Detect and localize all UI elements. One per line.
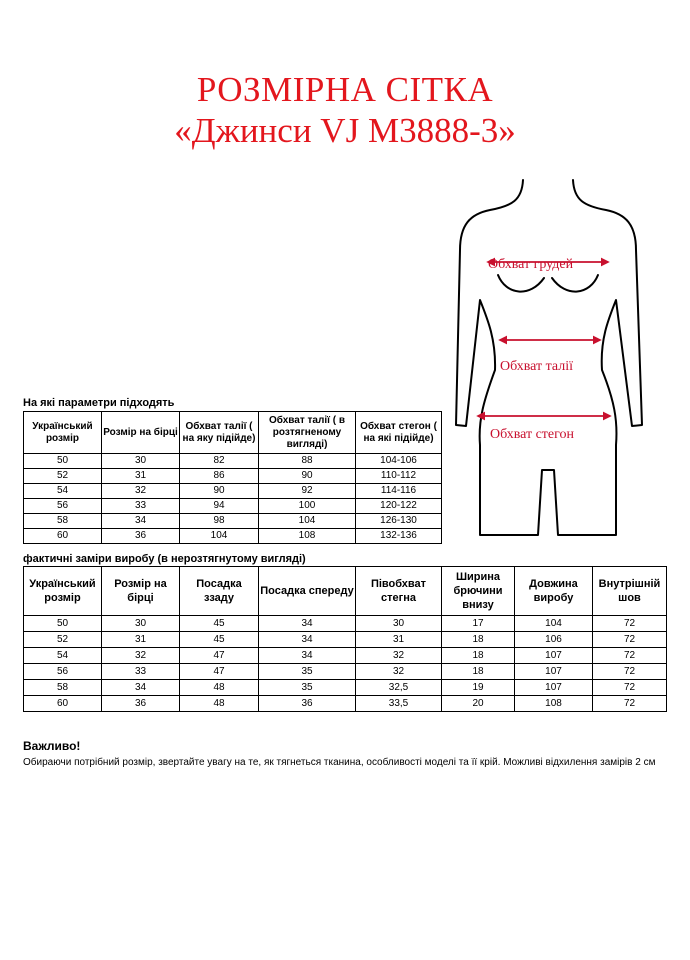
table-cell: 72 [593,616,667,632]
table-cell: 114-116 [356,484,442,499]
table-cell: 45 [180,632,259,648]
waist-label: Обхват талії [500,359,573,374]
column-header: Український розмір [24,567,102,616]
table-cell: 72 [593,648,667,664]
table-cell: 32 [356,648,442,664]
table-cell: 104 [515,616,593,632]
bust-left [498,275,544,292]
table-cell: 106 [515,632,593,648]
table-cell: 58 [24,680,102,696]
table-cell: 31 [102,632,180,648]
table1-header-row [24,412,442,454]
table-cell: 33 [102,499,180,514]
table-cell: 50 [24,454,102,469]
table-cell: 30 [102,454,180,469]
column-header: Обхват талії ( в розтягненому вигляді) [259,412,356,454]
table-cell: 31 [356,632,442,648]
table-cell: 47 [180,648,259,664]
table-cell: 18 [442,664,515,680]
table-cell: 72 [593,696,667,712]
table-cell: 58 [24,514,102,529]
column-header: Довжина виробу [515,567,593,616]
table-cell: 54 [24,648,102,664]
body-outline-right [546,180,642,535]
table-row [24,514,442,529]
table-cell: 108 [515,696,593,712]
column-header: Внутрішній шов [593,567,667,616]
table-cell: 90 [259,469,356,484]
table2-caption: фактичні заміри виробу (в нерозтягнутому вигляді) [23,553,306,565]
table-cell: 45 [180,616,259,632]
table-cell: 32,5 [356,680,442,696]
table-cell: 32 [102,648,180,664]
table-cell: 32 [102,484,180,499]
table-cell: 30 [102,616,180,632]
table-cell: 30 [356,616,442,632]
column-header: Розмір на бірці [102,567,180,616]
table-cell: 107 [515,648,593,664]
table-row [24,664,667,680]
column-header: Ширина брючини внизу [442,567,515,616]
column-header: Посадка ззаду [180,567,259,616]
table-cell: 72 [593,680,667,696]
table-cell: 54 [24,484,102,499]
table-cell: 107 [515,680,593,696]
table-row [24,454,442,469]
table-cell: 34 [259,648,356,664]
table-row [24,529,442,544]
table-cell: 104 [180,529,259,544]
table-cell: 82 [180,454,259,469]
table-cell: 34 [259,632,356,648]
table-cell: 72 [593,664,667,680]
table-cell: 72 [593,632,667,648]
column-header: Український розмір [24,412,102,454]
table-cell: 32 [356,664,442,680]
table-row [24,469,442,484]
table-cell: 88 [259,454,356,469]
table-cell: 108 [259,529,356,544]
table-cell: 36 [259,696,356,712]
table-cell: 100 [259,499,356,514]
body-measurement-figure [440,170,660,550]
product-title: «Джинси VJ M3888-3» [174,111,516,150]
table-cell: 18 [442,632,515,648]
table-cell: 17 [442,616,515,632]
table-cell: 98 [180,514,259,529]
bust-right [552,275,598,292]
table-cell: 104-106 [356,454,442,469]
table-cell: 94 [180,499,259,514]
table-cell: 104 [259,514,356,529]
table-cell: 34 [259,616,356,632]
table-cell: 35 [259,664,356,680]
body-outline-left [456,180,546,535]
table-cell: 56 [24,664,102,680]
table-cell: 126-130 [356,514,442,529]
table-cell: 48 [180,680,259,696]
table-cell: 60 [24,529,102,544]
table-row [24,632,667,648]
table-cell: 20 [442,696,515,712]
table-cell: 47 [180,664,259,680]
table-row [24,616,667,632]
table-cell: 36 [102,529,180,544]
column-header: Півобхват стегна [356,567,442,616]
fit-parameters-table [23,411,442,544]
table-cell: 52 [24,632,102,648]
table-cell: 60 [24,696,102,712]
important-note: Обираючи потрібний розмір, звертайте увагу на те, як тягнеться тканина, особливості моделі та її крій. Можливі відхилення замірів 2 см [23,757,656,768]
table-cell: 48 [180,696,259,712]
table-row [24,484,442,499]
table-cell: 107 [515,664,593,680]
garment-measurements-table [23,566,667,712]
table2-header-row [24,567,667,616]
table-cell: 110-112 [356,469,442,484]
table-cell: 34 [102,680,180,696]
table-row [24,499,442,514]
table-cell: 92 [259,484,356,499]
column-header: Обхват талії ( на яку підійде) [180,412,259,454]
table-cell: 90 [180,484,259,499]
table-cell: 35 [259,680,356,696]
table-cell: 31 [102,469,180,484]
chest-label: Обхват грудей [488,257,574,272]
table-row [24,696,667,712]
table-cell: 34 [102,514,180,529]
table-cell: 33 [102,664,180,680]
table-cell: 120-122 [356,499,442,514]
table-cell: 50 [24,616,102,632]
table-cell: 132-136 [356,529,442,544]
important-heading: Важливо! [23,739,81,753]
table-row [24,680,667,696]
column-header: Обхват стегон ( на які підійде) [356,412,442,454]
table1-caption: На які параметри підходять [23,397,175,409]
hips-label: Обхват стегон [490,427,575,442]
page-title: РОЗМІРНА СІТКА [196,70,494,109]
column-header: Розмір на бірці [102,412,180,454]
table-cell: 52 [24,469,102,484]
table-cell: 33,5 [356,696,442,712]
table-cell: 36 [102,696,180,712]
table-cell: 19 [442,680,515,696]
column-header: Посадка спереду [259,567,356,616]
table-cell: 56 [24,499,102,514]
table-row [24,648,667,664]
table-cell: 86 [180,469,259,484]
table-cell: 18 [442,648,515,664]
